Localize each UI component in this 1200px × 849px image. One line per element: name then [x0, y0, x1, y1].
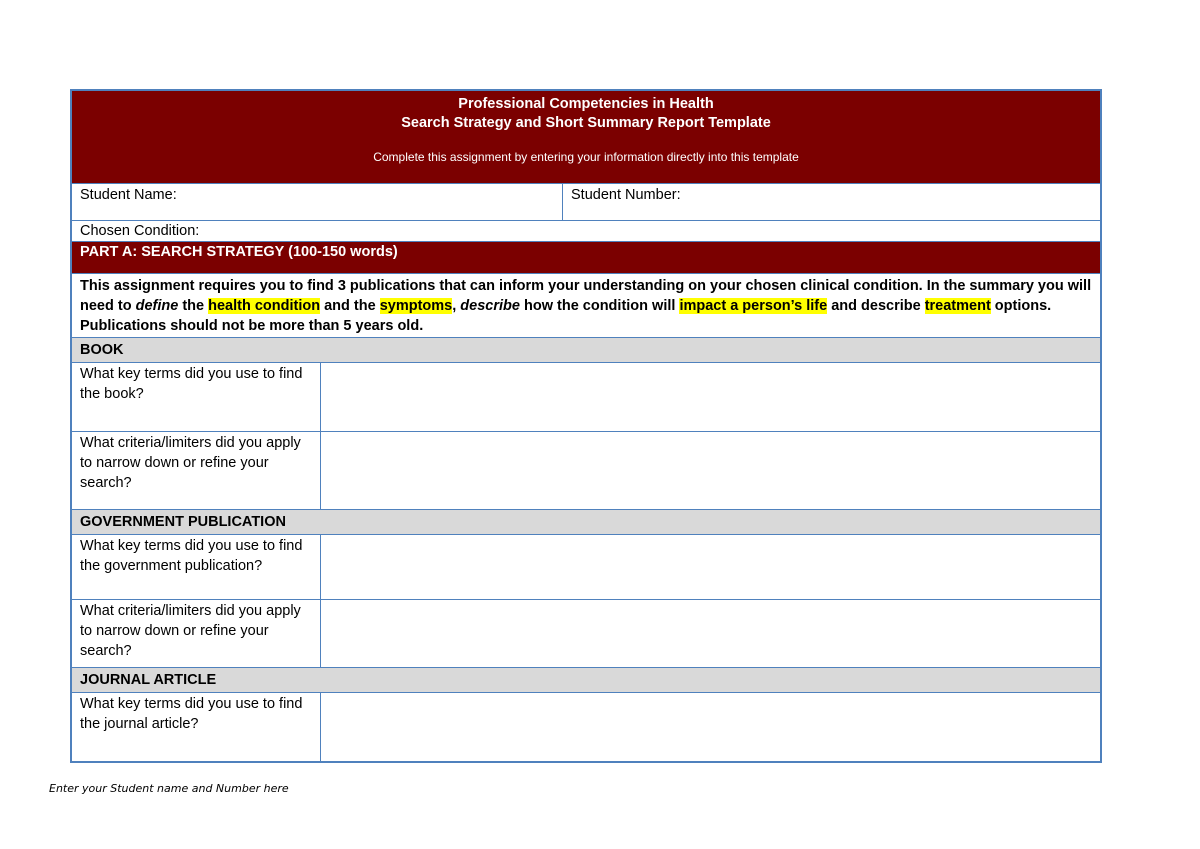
student-number-field[interactable]: Student Number:: [571, 187, 681, 203]
part-a-title: PART A: SEARCH STRATEGY (100-150 words): [80, 244, 398, 260]
section-title: GOVERNMENT PUBLICATION: [80, 514, 286, 530]
answer-field[interactable]: [321, 600, 1100, 667]
section-heading-journal-article: [72, 667, 1100, 692]
intro-row: [72, 273, 1100, 337]
section-title: JOURNAL ARTICLE: [80, 672, 217, 688]
question-row: [72, 431, 1100, 509]
course-title: Professional Competencies in Health: [458, 96, 714, 112]
intro-segment: how the condition will: [519, 298, 680, 314]
answer-field[interactable]: [321, 432, 1100, 509]
template-title: Search Strategy and Short Summary Report Template: [401, 115, 771, 131]
assignment-template-table: [70, 89, 1102, 763]
header-banner: [72, 91, 1100, 183]
question-row: [72, 362, 1100, 431]
intro-define: define: [135, 298, 179, 314]
intro-segment: and the: [320, 298, 380, 314]
instruction-text: Complete this assignment by entering your information directly into this template: [373, 150, 799, 164]
question-label: What key terms did you use to find the government publication?: [72, 535, 321, 599]
condition-row: [72, 220, 1100, 241]
chosen-condition-field[interactable]: Chosen Condition:: [80, 223, 200, 239]
intro-segment: options. Publications should not be more than 5 years old.: [80, 298, 1052, 334]
question-row: [72, 534, 1100, 599]
highlight-impact: impact a person’s life: [679, 298, 828, 314]
student-info-row: [72, 183, 1100, 220]
intro-segment: and describe: [827, 298, 925, 314]
intro-describe: describe: [460, 298, 520, 314]
question-label: What criteria/limiters did you apply to narrow down or refine your search?: [72, 600, 321, 667]
question-row: [72, 599, 1100, 667]
section-heading-government-publication: [72, 509, 1100, 534]
highlight-symptoms: symptoms: [379, 298, 453, 314]
answer-field[interactable]: [321, 693, 1100, 761]
intro-segment: the: [178, 298, 209, 314]
student-name-field[interactable]: Student Name:: [72, 184, 563, 220]
question-label: What criteria/limiters did you apply to narrow down or refine your search?: [72, 432, 321, 509]
intro-text: [72, 274, 1100, 337]
page-footer-note: Enter your Student name and Number here: [49, 782, 289, 795]
highlight-health-condition: health condition: [208, 298, 321, 314]
question-label: What key terms did you use to find the journal article?: [72, 693, 321, 761]
intro-segment: ,: [452, 298, 461, 314]
question-row: [72, 692, 1100, 761]
answer-field[interactable]: [321, 535, 1100, 599]
intro-segment: This assignment requires you to find 3 publications that can inform your understanding on your chosen clinical condition. In the summary you will need to: [80, 278, 1092, 314]
answer-field[interactable]: [321, 363, 1100, 431]
highlight-treatment: treatment: [924, 298, 991, 314]
section-heading-book: [72, 337, 1100, 362]
question-label: What key terms did you use to find the book?: [72, 363, 321, 431]
part-a-heading-row: [72, 241, 1100, 273]
section-title: BOOK: [80, 342, 124, 358]
